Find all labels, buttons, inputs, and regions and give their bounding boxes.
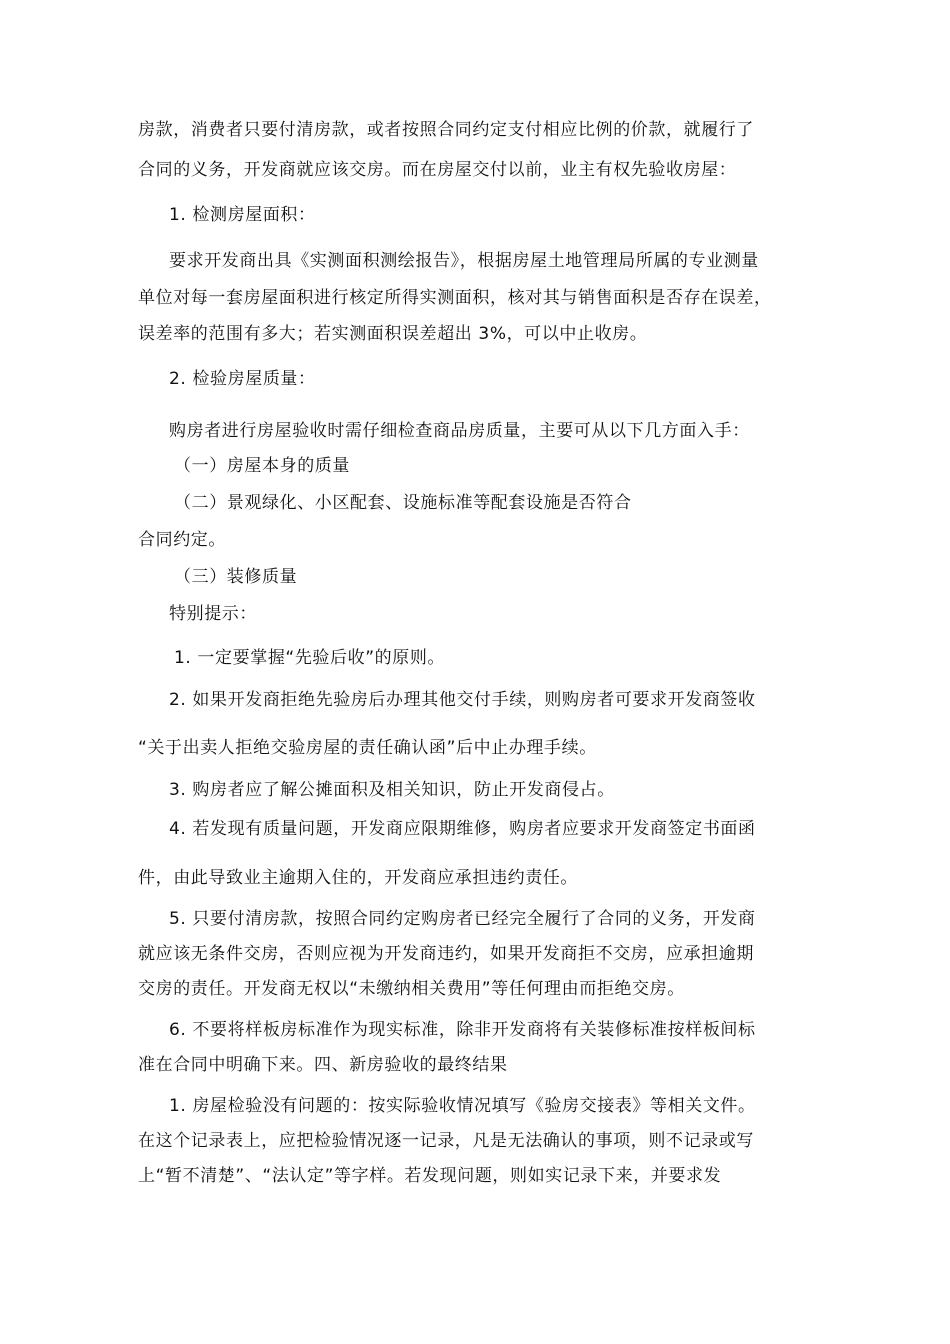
paragraph-line: 就应该无条件交房，否则应视为开发商违约，如果开发商拒不交房，应承担逾期 (138, 944, 754, 964)
paragraph-line: 房款，消费者只要付清房款，或者按照合同约定支付相应比例的价款，就履行了 (138, 120, 754, 140)
paragraph-line: “关于出卖人拒绝交验房屋的责任确认函”后中止办理手续。 (138, 738, 597, 758)
paragraph-line: 合同约定。 (138, 530, 226, 550)
paragraph-line: 购房者进行房屋验收时需仔细检查商品房质量，主要可从以下几方面入手： (169, 421, 750, 441)
list-item: 1. 一定要掌握“先验后收”的原则。 (174, 648, 446, 668)
list-item: 4. 若发现有质量问题，开发商应限期维修，购房者应要求开发商签定书面函 (169, 819, 756, 839)
section-heading: 2. 检验房屋质量： (169, 369, 316, 389)
paragraph-line: 件，由此导致业主逾期入住的，开发商应承担违约责任。 (138, 868, 578, 888)
list-item: （二）景观绿化、小区配套、设施标准等配套设施是否符合 (174, 493, 632, 513)
paragraph-line: 交房的责任。开发商无权以“未缴纳相关费用”等任何理由而拒绝交房。 (138, 979, 685, 999)
paragraph-line: 上“暂不清楚”、“法认定”等字样。若发现问题，则如实记录下来，并要求发 (138, 1166, 722, 1186)
paragraph-line: 单位对每一套房屋面积进行核定所得实测面积，核对其与销售面积是否存在误差， (138, 288, 772, 308)
paragraph-line: 合同的义务，开发商就应该交房。而在房屋交付以前，业主有权先验收房屋： (138, 160, 737, 180)
list-item: 2. 如果开发商拒绝先验房后办理其他交付手续，则购房者可要求开发商签收 (169, 690, 756, 710)
list-item: 6. 不要将样板房标准作为现实标准，除非开发商将有关装修标准按样板间标 (169, 1020, 756, 1040)
list-item: 1. 房屋检验没有问题的：按实际验收情况填写《验房交接表》等相关文件。 (169, 1096, 756, 1116)
list-item: 3. 购房者应了解公摊面积及相关知识，防止开发商侵占。 (169, 780, 615, 800)
section-heading: 特别提示： (169, 604, 257, 624)
list-item: （三）装修质量 (174, 567, 298, 587)
paragraph-line: 在这个记录表上，应把检验情况逐一记录，凡是无法确认的事项，则不记录或写 (138, 1131, 754, 1151)
paragraph-line: 误差率的范围有多大；若实测面积误差超出 3%，可以中止收房。 (138, 324, 648, 344)
list-item: （一）房屋本身的质量 (174, 456, 350, 476)
paragraph-line: 准在合同中明确下来。四、新房验收的最终结果 (138, 1055, 508, 1075)
paragraph-line: 要求开发商出具《实测面积测绘报告》，根据房屋土地管理局所属的专业测量 (169, 251, 759, 271)
list-item: 5. 只要付清房款，按照合同约定购房者已经完全履行了合同的义务，开发商 (169, 909, 756, 929)
section-heading: 1. 检测房屋面积： (169, 205, 316, 225)
